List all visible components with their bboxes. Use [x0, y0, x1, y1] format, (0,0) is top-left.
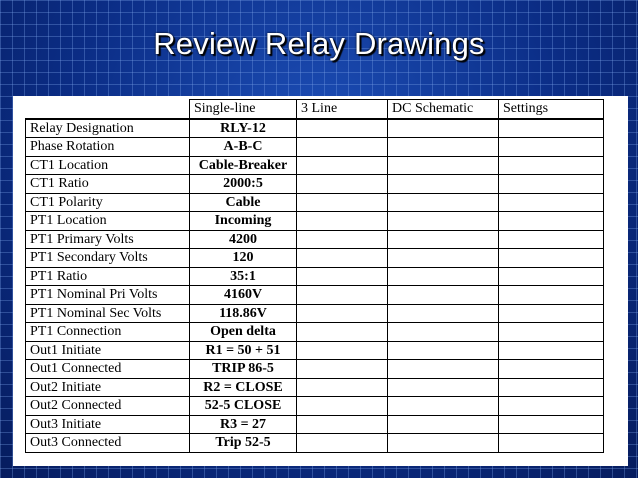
header-single-line: Single-line [190, 100, 297, 119]
row-settings-cell [499, 193, 604, 212]
table-header-row [26, 100, 604, 119]
row-3-line-cell [297, 230, 388, 249]
row-3-line-cell [297, 341, 388, 360]
row-single-line-value: Cable [190, 193, 297, 212]
table-row [26, 323, 604, 342]
row-single-line-value: R2 = CLOSE [190, 378, 297, 397]
row-3-line-cell [297, 304, 388, 323]
row-single-line-value: R3 = 27 [190, 415, 297, 434]
row-dc-schematic-cell [388, 323, 499, 342]
table-row [26, 415, 604, 434]
table-row [26, 249, 604, 268]
row-single-line-value: 35:1 [190, 267, 297, 286]
row-3-line-cell [297, 397, 388, 416]
row-dc-schematic-cell [388, 138, 499, 157]
row-3-line-cell [297, 434, 388, 453]
table-body [26, 119, 604, 453]
row-settings-cell [499, 119, 604, 138]
row-label: PT1 Location [26, 212, 190, 231]
row-label: Phase Rotation [26, 138, 190, 157]
table-row [26, 230, 604, 249]
row-settings-cell [499, 156, 604, 175]
table-row [26, 175, 604, 194]
row-single-line-value: RLY-12 [190, 119, 297, 138]
row-single-line-value: A-B-C [190, 138, 297, 157]
row-dc-schematic-cell [388, 397, 499, 416]
row-3-line-cell [297, 138, 388, 157]
row-label: Out2 Connected [26, 397, 190, 416]
row-dc-schematic-cell [388, 119, 499, 138]
row-label: PT1 Ratio [26, 267, 190, 286]
row-3-line-cell [297, 323, 388, 342]
row-single-line-value: Incoming [190, 212, 297, 231]
table-row [26, 397, 604, 416]
row-settings-cell [499, 397, 604, 416]
row-settings-cell [499, 341, 604, 360]
row-dc-schematic-cell [388, 341, 499, 360]
row-settings-cell [499, 138, 604, 157]
table-panel [13, 96, 628, 466]
table-row [26, 378, 604, 397]
row-label: Out2 Initiate [26, 378, 190, 397]
row-single-line-value: Cable-Breaker [190, 156, 297, 175]
row-settings-cell [499, 323, 604, 342]
table-row [26, 286, 604, 305]
row-dc-schematic-cell [388, 286, 499, 305]
row-label: PT1 Connection [26, 323, 190, 342]
row-dc-schematic-cell [388, 193, 499, 212]
row-3-line-cell [297, 193, 388, 212]
row-single-line-value: 2000:5 [190, 175, 297, 194]
row-3-line-cell [297, 175, 388, 194]
row-dc-schematic-cell [388, 212, 499, 231]
row-settings-cell [499, 286, 604, 305]
row-3-line-cell [297, 378, 388, 397]
row-settings-cell [499, 230, 604, 249]
header-blank [26, 100, 190, 119]
row-settings-cell [499, 175, 604, 194]
row-single-line-value: R1 = 50 + 51 [190, 341, 297, 360]
row-dc-schematic-cell [388, 378, 499, 397]
row-settings-cell [499, 249, 604, 268]
table-row [26, 156, 604, 175]
row-label: CT1 Ratio [26, 175, 190, 194]
slide-title: Review Relay Drawings [153, 26, 485, 61]
row-single-line-value: 120 [190, 249, 297, 268]
row-dc-schematic-cell [388, 175, 499, 194]
row-dc-schematic-cell [388, 267, 499, 286]
row-single-line-value: 4200 [190, 230, 297, 249]
row-label: Out3 Connected [26, 434, 190, 453]
row-single-line-value: TRIP 86-5 [190, 360, 297, 379]
row-single-line-value: 4160V [190, 286, 297, 305]
row-single-line-value: Open delta [190, 323, 297, 342]
row-label: Out3 Initiate [26, 415, 190, 434]
row-label: Relay Designation [26, 119, 190, 138]
header-settings: Settings [499, 100, 604, 119]
table-row [26, 193, 604, 212]
row-3-line-cell [297, 267, 388, 286]
row-label: CT1 Location [26, 156, 190, 175]
row-label: PT1 Nominal Sec Volts [26, 304, 190, 323]
row-settings-cell [499, 360, 604, 379]
table-row [26, 138, 604, 157]
row-settings-cell [499, 434, 604, 453]
row-settings-cell [499, 378, 604, 397]
row-dc-schematic-cell [388, 434, 499, 453]
row-3-line-cell [297, 415, 388, 434]
table-row [26, 267, 604, 286]
row-label: CT1 Polarity [26, 193, 190, 212]
header-dc-schematic: DC Schematic [388, 100, 499, 119]
row-label: PT1 Secondary Volts [26, 249, 190, 268]
row-dc-schematic-cell [388, 249, 499, 268]
table-row [26, 360, 604, 379]
row-3-line-cell [297, 212, 388, 231]
row-dc-schematic-cell [388, 230, 499, 249]
row-label: PT1 Nominal Pri Volts [26, 286, 190, 305]
header-3-line: 3 Line [297, 100, 388, 119]
table-row [26, 434, 604, 453]
relay-table [25, 99, 604, 453]
row-dc-schematic-cell [388, 360, 499, 379]
row-3-line-cell [297, 360, 388, 379]
row-3-line-cell [297, 119, 388, 138]
row-label: Out1 Initiate [26, 341, 190, 360]
row-single-line-value: Trip 52-5 [190, 434, 297, 453]
row-single-line-value: 52-5 CLOSE [190, 397, 297, 416]
row-3-line-cell [297, 156, 388, 175]
row-settings-cell [499, 212, 604, 231]
table-row [26, 212, 604, 231]
row-label: Out1 Connected [26, 360, 190, 379]
row-3-line-cell [297, 249, 388, 268]
row-dc-schematic-cell [388, 415, 499, 434]
table-row [26, 119, 604, 138]
table-row [26, 341, 604, 360]
row-settings-cell [499, 304, 604, 323]
row-settings-cell [499, 267, 604, 286]
row-3-line-cell [297, 286, 388, 305]
table-row [26, 304, 604, 323]
row-single-line-value: 118.86V [190, 304, 297, 323]
row-dc-schematic-cell [388, 304, 499, 323]
row-settings-cell [499, 415, 604, 434]
row-label: PT1 Primary Volts [26, 230, 190, 249]
row-dc-schematic-cell [388, 156, 499, 175]
